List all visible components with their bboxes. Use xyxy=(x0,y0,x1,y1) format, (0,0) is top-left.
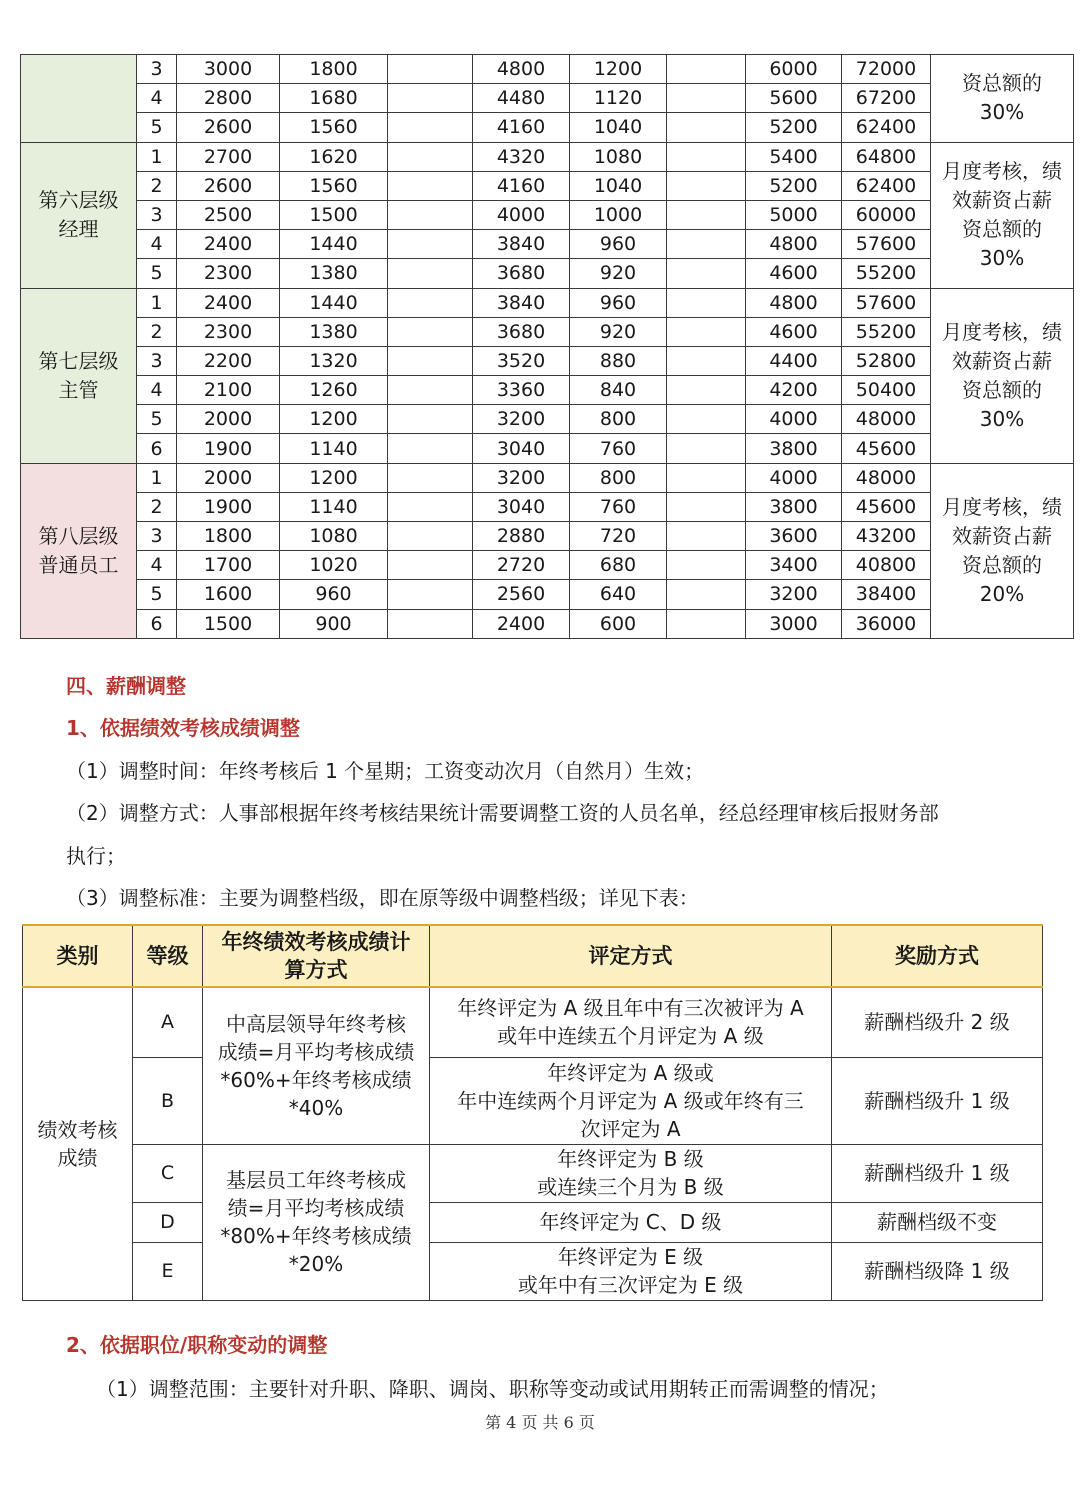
cell-c6 xyxy=(667,55,746,84)
cell-c2: 1200 xyxy=(280,463,388,492)
table-row xyxy=(21,230,1074,259)
cell-c7: 3800 xyxy=(746,492,842,521)
note-cell: 月度考核，绩 效薪资占薪 资总额的 30% xyxy=(931,288,1074,463)
cell-c5: 960 xyxy=(570,288,667,317)
cell-c8: 64800 xyxy=(842,142,931,171)
cell-c5: 640 xyxy=(570,580,667,609)
cell-c5: 840 xyxy=(570,376,667,405)
table-row xyxy=(23,1057,1043,1144)
cell-lvl: 4 xyxy=(137,84,177,113)
cell-c4: 2720 xyxy=(473,551,570,580)
table-row xyxy=(21,288,1074,317)
cell-c4: 3360 xyxy=(473,376,570,405)
table-row xyxy=(21,405,1074,434)
cell-c4: 3040 xyxy=(473,434,570,463)
table-row xyxy=(23,1202,1043,1242)
cell-c6 xyxy=(667,376,746,405)
cell-c2: 900 xyxy=(280,609,388,638)
cell-c2: 960 xyxy=(280,580,388,609)
cell-lvl: 3 xyxy=(137,55,177,84)
cell-lvl: 4 xyxy=(137,230,177,259)
cell-c7: 4000 xyxy=(746,463,842,492)
cell-c7: 4400 xyxy=(746,346,842,375)
table-row xyxy=(21,113,1074,142)
note-cell: 月度考核，绩 效薪资占薪 资总额的 30% xyxy=(931,142,1074,288)
cell-c2: 1020 xyxy=(280,551,388,580)
table-row xyxy=(21,492,1074,521)
cell-c1: 1700 xyxy=(177,551,280,580)
reward-cell: 薪酬档级不变 xyxy=(832,1202,1043,1242)
cell-c4: 4160 xyxy=(473,171,570,200)
cell-lvl: 6 xyxy=(137,609,177,638)
cell-c7: 6000 xyxy=(746,55,842,84)
cell-c2: 1500 xyxy=(280,200,388,229)
table-row xyxy=(21,317,1074,346)
cell-lvl: 6 xyxy=(137,434,177,463)
cell-c4: 3680 xyxy=(473,259,570,288)
cell-c5: 1080 xyxy=(570,142,667,171)
cell-c5: 1040 xyxy=(570,171,667,200)
cell-c6 xyxy=(667,171,746,200)
cell-c3 xyxy=(388,522,473,551)
cell-c1: 2700 xyxy=(177,142,280,171)
cell-c1: 2000 xyxy=(177,405,280,434)
cell-c7: 5600 xyxy=(746,84,842,113)
cell-c4: 3840 xyxy=(473,288,570,317)
cell-c5: 680 xyxy=(570,551,667,580)
cell-c4: 4160 xyxy=(473,113,570,142)
reward-cell: 薪酬档级升 1 级 xyxy=(832,1057,1043,1144)
header-calc: 年终绩效考核成绩计 算方式 xyxy=(203,925,430,987)
cell-c1: 2600 xyxy=(177,171,280,200)
grade-cell: A xyxy=(133,987,203,1057)
cell-c5: 800 xyxy=(570,463,667,492)
cell-c4: 4000 xyxy=(473,200,570,229)
cell-c5: 960 xyxy=(570,230,667,259)
cell-c4: 2560 xyxy=(473,580,570,609)
cell-lvl: 4 xyxy=(137,551,177,580)
level-group-cell: 第六层级 经理 xyxy=(21,142,137,288)
cell-c2: 1320 xyxy=(280,346,388,375)
cell-c2: 1140 xyxy=(280,492,388,521)
cell-lvl: 2 xyxy=(137,492,177,521)
cell-c4: 4800 xyxy=(473,55,570,84)
cell-c6 xyxy=(667,113,746,142)
cell-c1: 3000 xyxy=(177,55,280,84)
cell-c7: 4800 xyxy=(746,230,842,259)
cell-c8: 52800 xyxy=(842,346,931,375)
cell-c8: 57600 xyxy=(842,230,931,259)
table-row xyxy=(21,142,1074,171)
paragraph-adjust-scope: （1）调整范围：主要针对升职、降职、调岗、职称等变动或试用期转正而需调整的情况； xyxy=(96,1377,889,1401)
cell-c5: 880 xyxy=(570,346,667,375)
cell-c6 xyxy=(667,551,746,580)
cell-c6 xyxy=(667,230,746,259)
cell-c8: 48000 xyxy=(842,405,931,434)
cell-c1: 1600 xyxy=(177,580,280,609)
cell-c4: 3200 xyxy=(473,463,570,492)
cell-c2: 1440 xyxy=(280,230,388,259)
cell-c6 xyxy=(667,434,746,463)
cell-c7: 3200 xyxy=(746,580,842,609)
table-row xyxy=(21,609,1074,638)
level-group-cell: 第八层级 普通员工 xyxy=(21,463,137,638)
cell-lvl: 3 xyxy=(137,346,177,375)
cell-c3 xyxy=(388,580,473,609)
cell-c7: 3800 xyxy=(746,434,842,463)
cell-c2: 1680 xyxy=(280,84,388,113)
cell-c1: 1900 xyxy=(177,434,280,463)
cell-c2: 1620 xyxy=(280,142,388,171)
subsection-title: 1、依据绩效考核成绩调整 xyxy=(66,716,300,740)
table-row xyxy=(21,84,1074,113)
cell-c4: 3520 xyxy=(473,346,570,375)
header-grade: 等级 xyxy=(133,925,203,987)
cell-c6 xyxy=(667,288,746,317)
cell-c4: 2400 xyxy=(473,609,570,638)
section-title: 四、薪酬调整 xyxy=(66,674,186,698)
cell-c1: 2300 xyxy=(177,317,280,346)
level-group-cell xyxy=(21,55,137,143)
cell-c6 xyxy=(667,580,746,609)
cell-c7: 5400 xyxy=(746,142,842,171)
cell-c1: 1500 xyxy=(177,609,280,638)
cell-c7: 4200 xyxy=(746,376,842,405)
performance-adjust-table xyxy=(22,924,1043,1301)
table-row xyxy=(21,580,1074,609)
cell-lvl: 4 xyxy=(137,376,177,405)
cell-c5: 1000 xyxy=(570,200,667,229)
cell-c8: 45600 xyxy=(842,492,931,521)
cell-c5: 1200 xyxy=(570,55,667,84)
cell-c2: 1260 xyxy=(280,376,388,405)
paragraph-adjust-time: （1）调整时间：年终考核后 1 个星期；工资变动次月（自然月）生效； xyxy=(66,759,705,783)
grade-cell: B xyxy=(133,1057,203,1144)
cell-c8: 55200 xyxy=(842,259,931,288)
cell-c4: 3040 xyxy=(473,492,570,521)
cell-c6 xyxy=(667,492,746,521)
cell-c1: 2400 xyxy=(177,288,280,317)
header-method: 评定方式 xyxy=(430,925,832,987)
cell-c8: 60000 xyxy=(842,200,931,229)
cell-lvl: 1 xyxy=(137,463,177,492)
cell-c6 xyxy=(667,317,746,346)
table-row xyxy=(21,376,1074,405)
cell-c5: 920 xyxy=(570,259,667,288)
header-reward: 奖励方式 xyxy=(832,925,1043,987)
cell-c8: 40800 xyxy=(842,551,931,580)
cell-c3 xyxy=(388,463,473,492)
method-cell: 年终评定为 A 级或 年中连续两个月评定为 A 级或年终有三 次评定为 A xyxy=(430,1057,832,1144)
cell-c2: 1080 xyxy=(280,522,388,551)
cell-lvl: 1 xyxy=(137,288,177,317)
cell-c3 xyxy=(388,142,473,171)
table-row xyxy=(21,463,1074,492)
cell-c2: 1140 xyxy=(280,434,388,463)
cell-lvl: 3 xyxy=(137,200,177,229)
paragraph-adjust-standard: （3）调整标准：主要为调整档级，即在原等级中调整档级；详见下表： xyxy=(66,886,699,910)
method-cell: 年终评定为 E 级 或年中有三次评定为 E 级 xyxy=(430,1242,832,1300)
cell-c3 xyxy=(388,346,473,375)
cell-c5: 760 xyxy=(570,492,667,521)
cell-c2: 1800 xyxy=(280,55,388,84)
cell-c2: 1200 xyxy=(280,405,388,434)
cell-c5: 600 xyxy=(570,609,667,638)
table-row xyxy=(21,55,1074,84)
cell-c6 xyxy=(667,200,746,229)
cell-c3 xyxy=(388,376,473,405)
cell-c6 xyxy=(667,463,746,492)
note-cell: 月度考核，绩 效薪资占薪 资总额的 20% xyxy=(931,463,1074,638)
cell-c8: 38400 xyxy=(842,580,931,609)
cell-c4: 4320 xyxy=(473,142,570,171)
cell-c8: 57600 xyxy=(842,288,931,317)
salary-grade-table xyxy=(20,54,1074,639)
grade-cell: C xyxy=(133,1144,203,1202)
cell-lvl: 2 xyxy=(137,317,177,346)
cell-c5: 1120 xyxy=(570,84,667,113)
cell-c3 xyxy=(388,84,473,113)
cell-lvl: 5 xyxy=(137,113,177,142)
note-cell: 资总额的 30% xyxy=(931,55,1074,143)
cell-c4: 4480 xyxy=(473,84,570,113)
paragraph-adjust-method-cont: 执行； xyxy=(66,844,126,868)
cell-c1: 2500 xyxy=(177,200,280,229)
cell-c8: 48000 xyxy=(842,463,931,492)
cell-c3 xyxy=(388,259,473,288)
cell-c7: 5200 xyxy=(746,113,842,142)
cell-c6 xyxy=(667,522,746,551)
cell-c3 xyxy=(388,55,473,84)
cell-c8: 62400 xyxy=(842,113,931,142)
cell-c2: 1380 xyxy=(280,259,388,288)
grade-cell: D xyxy=(133,1202,203,1242)
cell-c7: 4600 xyxy=(746,259,842,288)
cell-c7: 4600 xyxy=(746,317,842,346)
cell-c2: 1380 xyxy=(280,317,388,346)
cell-c3 xyxy=(388,551,473,580)
cell-c1: 2600 xyxy=(177,113,280,142)
cell-c6 xyxy=(667,346,746,375)
cell-c8: 50400 xyxy=(842,376,931,405)
cell-c6 xyxy=(667,259,746,288)
cell-c2: 1560 xyxy=(280,171,388,200)
cell-c3 xyxy=(388,492,473,521)
table-row xyxy=(21,522,1074,551)
calc-cell-lower: 基层员工年终考核成 绩=月平均考核成绩 *80%+年终考核成绩 *20% xyxy=(203,1144,430,1300)
method-cell: 年终评定为 B 级 或连续三个月为 B 级 xyxy=(430,1144,832,1202)
reward-cell: 薪酬档级升 1 级 xyxy=(832,1144,1043,1202)
cell-c7: 3000 xyxy=(746,609,842,638)
cell-c3 xyxy=(388,405,473,434)
cell-c8: 62400 xyxy=(842,171,931,200)
cell-c3 xyxy=(388,317,473,346)
cell-c6 xyxy=(667,142,746,171)
cell-c6 xyxy=(667,84,746,113)
cell-c3 xyxy=(388,113,473,142)
cell-c7: 4000 xyxy=(746,405,842,434)
cell-c1: 2300 xyxy=(177,259,280,288)
cell-c4: 2880 xyxy=(473,522,570,551)
cell-c8: 36000 xyxy=(842,609,931,638)
cell-lvl: 2 xyxy=(137,171,177,200)
cell-c6 xyxy=(667,405,746,434)
cell-lvl: 5 xyxy=(137,405,177,434)
cell-c5: 760 xyxy=(570,434,667,463)
cell-c1: 2000 xyxy=(177,463,280,492)
cell-lvl: 1 xyxy=(137,142,177,171)
table-row xyxy=(23,987,1043,1057)
cell-c3 xyxy=(388,230,473,259)
cell-c6 xyxy=(667,609,746,638)
cell-c3 xyxy=(388,171,473,200)
page-footer: 第 4 页 共 6 页 xyxy=(485,1413,595,1432)
cell-c1: 2100 xyxy=(177,376,280,405)
cell-c5: 1040 xyxy=(570,113,667,142)
calc-cell-upper: 中高层领导年终考核 成绩=月平均考核成绩 *60%+年终考核成绩 *40% xyxy=(203,987,430,1144)
cell-c1: 2400 xyxy=(177,230,280,259)
cell-c8: 43200 xyxy=(842,522,931,551)
grade-cell: E xyxy=(133,1242,203,1300)
cell-c4: 3840 xyxy=(473,230,570,259)
cell-c5: 720 xyxy=(570,522,667,551)
cell-c3 xyxy=(388,288,473,317)
table-row xyxy=(21,551,1074,580)
level-group-cell: 第七层级 主管 xyxy=(21,288,137,463)
cell-c8: 55200 xyxy=(842,317,931,346)
cell-c8: 67200 xyxy=(842,84,931,113)
cell-lvl: 5 xyxy=(137,259,177,288)
table-row xyxy=(21,434,1074,463)
cell-c3 xyxy=(388,609,473,638)
table-row xyxy=(21,346,1074,375)
header-category: 类别 xyxy=(23,925,133,987)
cell-c1: 1800 xyxy=(177,522,280,551)
method-cell: 年终评定为 C、D 级 xyxy=(430,1202,832,1242)
subsection-title-2: 2、依据职位/职称变动的调整 xyxy=(66,1333,328,1357)
cell-c7: 5200 xyxy=(746,171,842,200)
cell-c7: 4800 xyxy=(746,288,842,317)
reward-cell: 薪酬档级升 2 级 xyxy=(832,987,1043,1057)
table-row xyxy=(23,1144,1043,1202)
cell-c8: 45600 xyxy=(842,434,931,463)
cell-c2: 1440 xyxy=(280,288,388,317)
cell-c7: 3400 xyxy=(746,551,842,580)
cell-c4: 3200 xyxy=(473,405,570,434)
cell-c7: 5000 xyxy=(746,200,842,229)
cell-c3 xyxy=(388,200,473,229)
table-row xyxy=(21,259,1074,288)
cell-c3 xyxy=(388,434,473,463)
table-row xyxy=(23,1242,1043,1300)
cell-c5: 800 xyxy=(570,405,667,434)
cell-c1: 2200 xyxy=(177,346,280,375)
cell-c7: 3600 xyxy=(746,522,842,551)
cell-c8: 72000 xyxy=(842,55,931,84)
cell-c4: 3680 xyxy=(473,317,570,346)
table-row xyxy=(21,171,1074,200)
cell-c1: 1900 xyxy=(177,492,280,521)
cell-lvl: 5 xyxy=(137,580,177,609)
header-row xyxy=(23,925,1043,987)
cell-c5: 920 xyxy=(570,317,667,346)
cell-c1: 2800 xyxy=(177,84,280,113)
method-cell: 年终评定为 A 级且年中有三次被评为 A 或年中连续五个月评定为 A 级 xyxy=(430,987,832,1057)
category-cell: 绩效考核 成绩 xyxy=(23,987,133,1300)
cell-c2: 1560 xyxy=(280,113,388,142)
cell-lvl: 3 xyxy=(137,522,177,551)
reward-cell: 薪酬档级降 1 级 xyxy=(832,1242,1043,1300)
paragraph-adjust-method: （2）调整方式：人事部根据年终考核结果统计需要调整工资的人员名单，经总经理审核后报财务部 xyxy=(66,801,939,825)
table-row xyxy=(21,200,1074,229)
